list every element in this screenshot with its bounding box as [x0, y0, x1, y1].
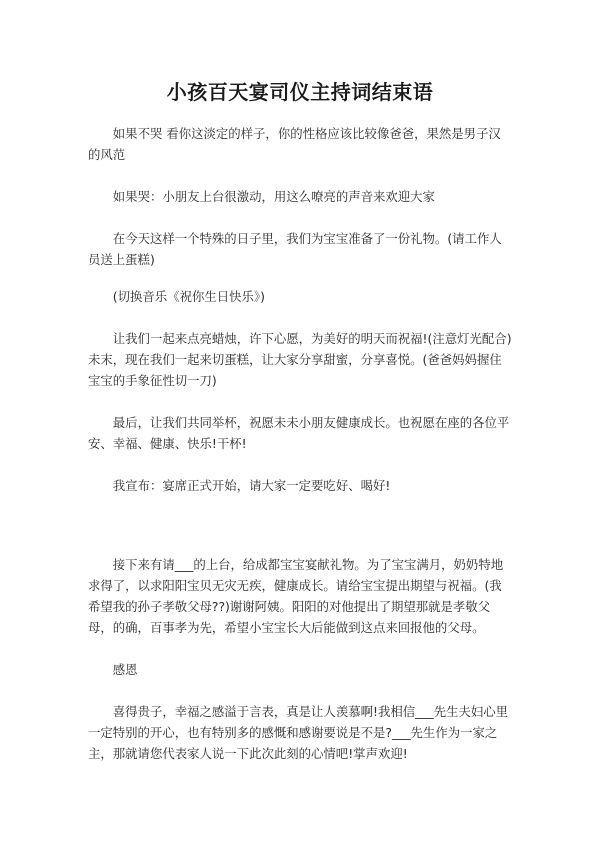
- paragraph-announcement: 我宣布：宴席正式开始，请大家一定要吃好、喝好!: [112, 478, 391, 493]
- paragraph-gap-large: [88, 496, 512, 554]
- paragraph-if-cry: 如果哭：小朋友上台很激动，用这么嘹亮的声音来欢迎大家: [112, 189, 435, 204]
- paragraph-gap: [88, 391, 512, 412]
- paragraph-if-no-cry: 如果不哭 看你这淡定的样子，你的性格应该比较像爸爸，果然是男子汉的风范: [88, 126, 501, 162]
- paragraph-gap: [88, 165, 512, 186]
- paragraph-gift-presentation: 接下来有请___的上台，给成都宝宝宴献礼物。为了宝宝满月，奶奶特地求得了，以求阳阳宝贝无灾无疾，健康成长。请给宝宝提出期望与祝福。(我希望我的孙子孝敬父母??)谢谢阿姨。阳阳的对他提出了期望那就是孝敬父母，的确，百事孝为先，希望小宝宝长大后能做到这点来回报他的父母。: [88, 557, 504, 635]
- paragraph-gap: [88, 680, 512, 701]
- paragraph-gap: [88, 307, 512, 328]
- paragraph-candles-cutting: 让我们一起来点亮蜡烛，许下心愿，为美好的明天而祝福!(注意灯光配合)未末，现在我们一起来切蛋糕，让大家分享甜蜜，分享喜悦。(爸爸妈妈握住宝宝的手象征性切一刀): [88, 331, 512, 388]
- paragraph-gratitude: 喜得贵子，幸福之感溢于言表，真是让人羡慕啊!我相信___先生夫妇心里一定特别的开心，也有特别多的感慨和感谢要说是不是?___先生作为一家之主，那就请您代表家人说一下此次此刻的心情吧!掌声欢迎!: [88, 704, 509, 761]
- paragraph-gap: [88, 454, 512, 475]
- page-title: 小孩百天宴司仪主持词结束语: [166, 80, 434, 104]
- paragraph-music-switch: (切换音乐《祝你生日快乐》): [112, 289, 265, 304]
- section-heading-gratitude: 感恩: [112, 662, 138, 677]
- paragraph-gap: [88, 207, 512, 228]
- paragraph-gift-cake: 在今天这样一个特殊的日子里，我们为宝宝准备了一份礼物。(请工作人员送上蛋糕): [88, 231, 502, 267]
- paragraph-gap: [88, 270, 512, 286]
- paragraph-gap: [88, 638, 512, 659]
- paragraph-toast: 最后，让我们共同举杯，祝愿未未小朋友健康成长。也祝愿在座的各位平安、幸福、健康、快乐!干杯!: [88, 415, 510, 451]
